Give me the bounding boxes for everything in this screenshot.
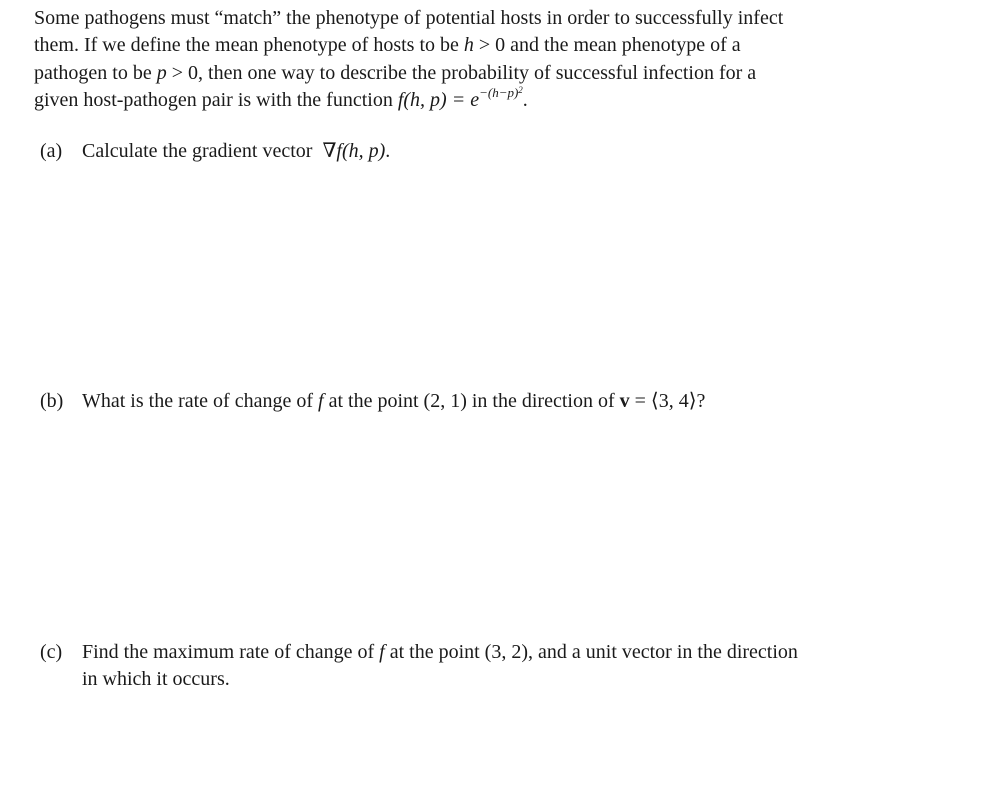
question-text: Find the maximum rate of change of — [82, 641, 380, 663]
question-b-label: (b) — [40, 390, 64, 412]
question-b — [40, 388, 930, 415]
function-expression: (h, p) = e — [403, 88, 480, 111]
math-f: f — [318, 390, 324, 412]
intro-period: . — [522, 88, 528, 111]
intro-text: them. If we define the mean phenotype of hosts to be — [34, 34, 464, 57]
intro-text: > 0 and the mean phenotype of a — [473, 34, 741, 57]
question-a — [40, 138, 930, 165]
question-period: . — [385, 140, 391, 162]
question-text: at the point (2, 1) in the direction of — [323, 390, 620, 412]
question-text: Calculate the gradient vector — [82, 140, 323, 162]
question-text: in which it occurs. — [82, 668, 230, 690]
intro-line-4 — [34, 84, 926, 114]
intro-line-2 — [34, 32, 926, 59]
question-text: What is the rate of change of — [82, 390, 319, 412]
math-p: p — [156, 61, 167, 84]
intro-line-3 — [34, 60, 926, 87]
exponent-text: −(h−p) — [479, 84, 519, 100]
question-b-text — [40, 388, 930, 415]
intro-text: given host-pathogen pair is with the function — [34, 88, 398, 111]
intro-text: pathogen to be — [34, 61, 157, 84]
gradient-expression: ∇f(h, p) — [322, 140, 386, 162]
question-c-label: (c) — [40, 641, 63, 663]
math-h: h — [463, 34, 474, 57]
question-a-label: (a) — [40, 140, 63, 162]
math-f: f — [379, 641, 385, 663]
exponent — [479, 85, 523, 100]
question-a-text — [40, 138, 930, 165]
question-c — [40, 639, 930, 693]
intro-text: Some pathogens must “match” the phenotype of potential hosts in order to successfully infect — [34, 7, 784, 29]
question-c-text — [40, 639, 930, 693]
question-text: at the point (3, 2), and a unit vector in the direction — [384, 641, 798, 663]
question-text: = ⟨3, 4⟩? — [629, 390, 706, 412]
exponent-power: 2 — [518, 84, 523, 95]
intro-text: > 0, then one way to describe the probability of successful infection for a — [166, 61, 757, 84]
math-f: f — [397, 88, 404, 111]
problem-intro — [34, 5, 926, 114]
vector-v: v — [619, 390, 630, 412]
intro-line-1 — [34, 5, 926, 32]
